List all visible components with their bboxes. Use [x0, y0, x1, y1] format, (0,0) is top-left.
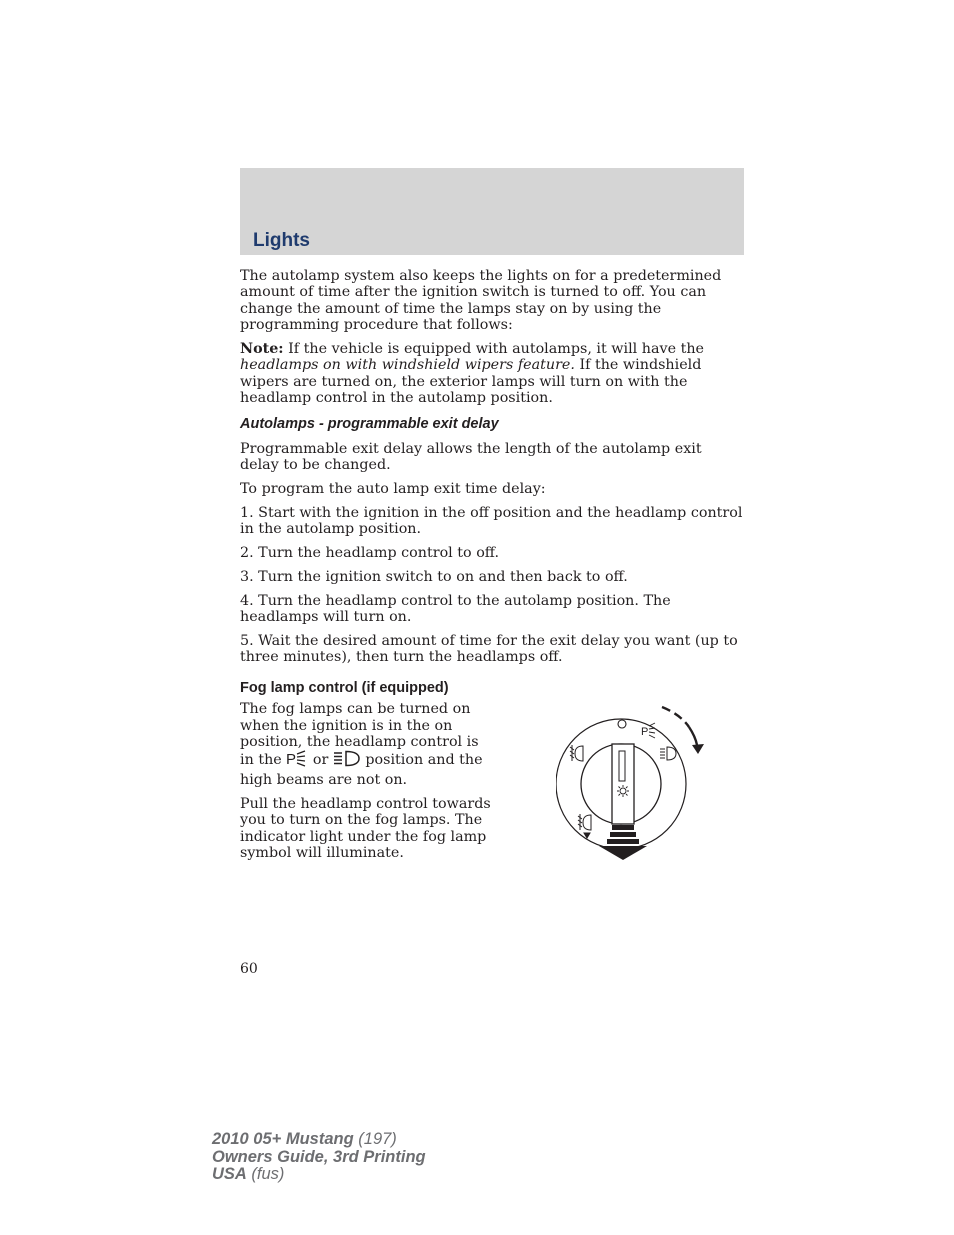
- note-paragraph: [240, 341, 744, 407]
- note-italic-feature: headlamps on with windshield wipers feature.: [240, 357, 575, 374]
- off-position-icon: [618, 720, 626, 728]
- footer-line-3: USA (fus): [212, 1165, 285, 1183]
- rotation-arrowhead: [692, 744, 704, 754]
- parking-lamp-icon: [286, 750, 308, 771]
- headlamp-control-diagram: [556, 693, 716, 873]
- svg-text:P: P: [641, 726, 649, 739]
- svg-text:P: P: [286, 751, 297, 768]
- headlamp-position-icon: [660, 747, 676, 760]
- footer-line-1: 2010 05+ Mustang (197): [212, 1130, 397, 1148]
- footer-line-2: Owners Guide, 3rd Printing: [212, 1147, 426, 1166]
- fog-paragraph-1: [240, 701, 492, 788]
- step-3: 3. Turn the ignition switch to on and then back to off.: [240, 569, 628, 586]
- fog-text-or: or: [308, 752, 333, 769]
- note-text-1: If the vehicle is equipped with autolamps, it will have the: [283, 341, 705, 358]
- section-header-band: [240, 168, 744, 255]
- program-intro-paragraph: To program the auto lamp exit time delay:: [240, 481, 546, 498]
- footer-info: [212, 1131, 426, 1184]
- intro-paragraph: The autolamp system also keeps the lights on for a predetermined amount of time after the ignition switch is turned to off. You can change the amount of time the lamps stay on by using the programming procedure that follows:: [240, 268, 722, 334]
- step-4: 4. Turn the headlamp control to the autolamp position. The headlamps will turn on.: [240, 592, 671, 626]
- note-text-2: If the windshield wipers are turned on, the exterior lamps will turn on with the headlamp control in the autolamp position.: [240, 357, 702, 407]
- autolamps-subheading: Autolamps - programmable exit delay: [240, 415, 499, 432]
- step-5: 5. Wait the desired amount of time for the exit delay you want (up to three minutes), then turn the headlamps off.: [240, 633, 738, 666]
- page-number: 60: [240, 961, 258, 977]
- section-title: Lights: [253, 230, 310, 251]
- pull-arrow-icon: [599, 825, 647, 860]
- fog-lamp-subheading: Fog lamp control (if equipped): [240, 679, 449, 696]
- fog-lamp-section: [240, 701, 744, 861]
- fog-text-a: The fog lamps can be turned on when the ignition is in the on position, the headlamp control is in the: [240, 701, 479, 769]
- step-1: 1. Start with the ignition in the off position and the headlamp control in the autolamp position.: [240, 505, 743, 538]
- headlamp-icon: [333, 750, 361, 771]
- parking-position-icon: [641, 723, 655, 738]
- rotation-arrow-icon: [662, 707, 697, 745]
- fog-lamp-icon-left: [570, 745, 583, 761]
- exit-delay-paragraph: Programmable exit delay allows the length of the autolamp exit delay to be changed.: [240, 441, 702, 474]
- note-label: Note:: [240, 341, 284, 358]
- fog-paragraph-2: Pull the headlamp control towards you to turn on the fog lamps. The indicator light under the fog lamp symbol will illuminate.: [240, 795, 491, 861]
- knob-grip: [612, 744, 634, 824]
- step-2: 2. Turn the headlamp control to off.: [240, 545, 499, 562]
- page-content: [240, 268, 744, 869]
- fog-text-b: position and the high beams are not on.: [240, 752, 483, 788]
